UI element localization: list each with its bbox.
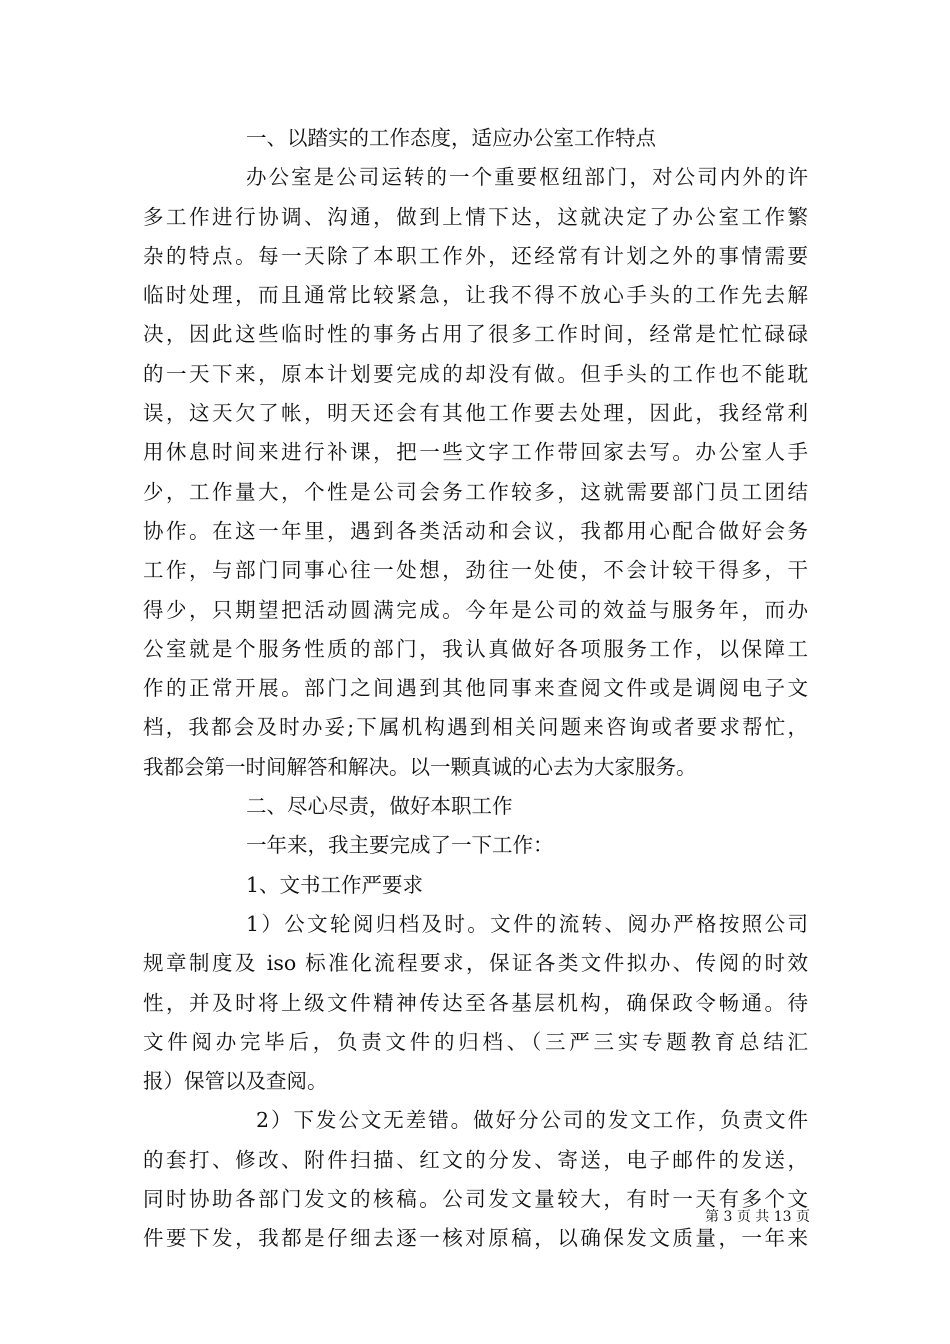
document-line: 少，工作量大，个性是公司会务工作较多，这就需要部门员工团结 bbox=[143, 479, 808, 504]
document-line: 一、以踏实的工作态度，适应办公室工作特点 bbox=[246, 126, 656, 150]
document-line: 用休息时间来进行补课，把一些文字工作带回家去写。办公室人手 bbox=[143, 440, 808, 465]
document-line: 协作。在这一年里，遇到各类活动和会议，我都用心配合做好会务 bbox=[143, 518, 808, 543]
document-line: 的套打、修改、附件扫描、红文的分发、寄送，电子邮件的发送， bbox=[143, 1147, 808, 1172]
document-line: 我都会第一时间解答和解决。以一颗真诚的心去为大家服务。 bbox=[143, 754, 697, 779]
document-line: 档，我都会及时办妥;下属机构遇到相关问题来咨询或者要求帮忙， bbox=[143, 715, 808, 740]
document-line: 二、尽心尽责，做好本职工作 bbox=[246, 794, 513, 819]
page-number: 第 3 页 共 13 页 bbox=[705, 1209, 810, 1225]
document-line: 决，因此这些临时性的事务占用了很多工作时间，经常是忙忙碌碌 bbox=[143, 322, 808, 347]
document-line: 同时协助各部门发文的核稿。公司发文量较大，有时一天有多个文 bbox=[143, 1187, 808, 1212]
document-line: 工作，与部门同事心往一处想，劲往一处使，不会计较干得多，干 bbox=[143, 558, 808, 583]
document-line: 规章制度及 iso 标准化流程要求，保证各类文件拟办、传阅的时效 bbox=[143, 951, 808, 976]
document-line: 1、文书工作严要求 bbox=[246, 872, 424, 897]
document-line: 得少，只期望把活动圆满完成。今年是公司的效益与服务年，而办 bbox=[143, 597, 808, 622]
document-body bbox=[143, 119, 808, 1259]
document-line: 一年来，我主要完成了一下工作： bbox=[246, 833, 554, 858]
document-line: 杂的特点。每一天除了本职工作外，还经常有计划之外的事情需要 bbox=[143, 243, 808, 268]
document-line: 件要下发，我都是仔细去逐一核对原稿，以确保发文质量，一年来 bbox=[143, 1226, 808, 1251]
document-line: 公室就是个服务性质的部门，我认真做好各项服务工作，以保障工 bbox=[143, 636, 808, 661]
document-line: 报）保管以及查阅。 bbox=[143, 1069, 328, 1094]
document-line: 多工作进行协调、沟通，做到上情下达，这就决定了办公室工作繁 bbox=[143, 204, 808, 229]
document-line: 临时处理，而且通常比较紧急，让我不得不放心手头的工作先去解 bbox=[143, 283, 808, 308]
document-line: 1）公文轮阅归档及时。文件的流转、阅办严格按照公司 bbox=[246, 911, 808, 936]
document-line: 性，并及时将上级文件精神传达至各基层机构，确保政令畅通。待 bbox=[143, 990, 808, 1015]
document-line: 文件阅办完毕后，负责文件的归档、（三严三实专题教育总结汇 bbox=[143, 1029, 808, 1054]
document-line: 办公室是公司运转的一个重要枢纽部门，对公司内外的许 bbox=[246, 165, 808, 190]
document-line: 作的正常开展。部门之间遇到其他同事来查阅文件或是调阅电子文 bbox=[143, 676, 808, 701]
document-line: 2）下发公文无差错。做好分公司的发文工作，负责文件 bbox=[256, 1108, 808, 1133]
document-line: 误，这天欠了帐，明天还会有其他工作要去处理，因此，我经常利 bbox=[143, 401, 808, 426]
document-line: 的一天下来，原本计划要完成的却没有做。但手头的工作也不能耽 bbox=[143, 361, 808, 386]
